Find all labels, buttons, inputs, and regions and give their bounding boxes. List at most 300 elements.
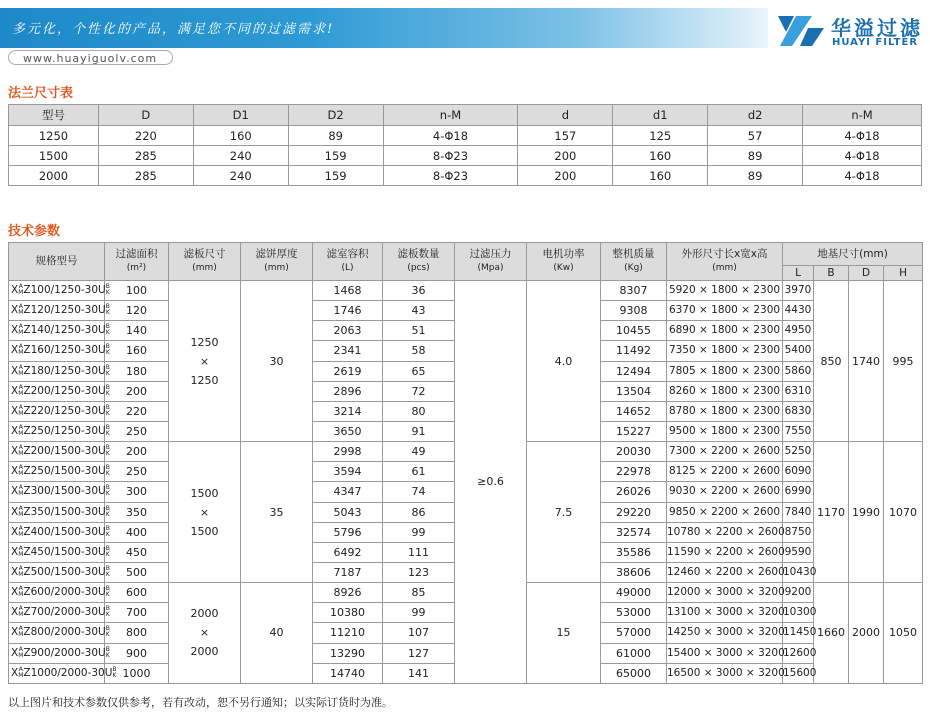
model-superscript: A M [18, 605, 24, 619]
dimensions-cell: 5920 × 1800 × 2300 [667, 281, 783, 301]
volume-cell: 2998 [313, 442, 383, 462]
volume-cell: 13290 [313, 643, 383, 663]
model-suffix: B K [105, 484, 110, 498]
tech-section-title: 技术参数 [8, 224, 61, 239]
model-code: Z180/1250-30U [23, 364, 106, 377]
plate-count-cell: 65 [383, 361, 455, 381]
flange-cell: 160 [193, 126, 288, 146]
model-suffix: B K [105, 524, 110, 538]
plate-count-cell: 127 [383, 643, 455, 663]
model-prefix: X [11, 364, 19, 377]
flange-cell: 1250 [9, 126, 99, 146]
volume-cell: 11210 [313, 623, 383, 643]
flange-cell: 8-Φ23 [383, 146, 518, 166]
mass-cell: 65000 [601, 663, 667, 683]
model-code: Z900/2000-30U [23, 646, 106, 659]
model-cell [9, 301, 110, 321]
plate-count-cell: 99 [383, 522, 455, 542]
dimensions-cell: 9850 × 2200 × 2600 [667, 502, 783, 522]
flange-cell: 4-Φ18 [383, 126, 518, 146]
volume-cell: 1468 [313, 281, 383, 301]
model-prefix: X [11, 525, 19, 538]
model-superscript: A M [18, 464, 24, 478]
model-suffix: B K [105, 444, 110, 458]
area-cell: 300 [105, 482, 169, 502]
model-prefix: X [11, 646, 19, 659]
flange-section-title: 法兰尺寸表 [8, 86, 74, 101]
dimensions-cell: 7300 × 2200 × 2600 [667, 442, 783, 462]
foundation-D-cell: 1740 [849, 281, 884, 442]
area-cell: 800 [105, 623, 169, 643]
foundation-L-cell: 6830 [783, 401, 814, 421]
model-cell [9, 562, 110, 582]
col-power: 电机功率 (Kw) [527, 243, 601, 281]
col-foundation-L: L [783, 266, 814, 281]
flange-cell: 57 [708, 126, 803, 146]
model-cell [9, 321, 110, 341]
flange-cell: 160 [613, 166, 708, 186]
model-superscript: A M [18, 504, 24, 518]
motor-power-cell: 4.0 [527, 281, 601, 442]
model-suffix: B K [105, 544, 110, 558]
model-prefix: X [11, 545, 19, 558]
flange-header-cell: d2 [708, 105, 803, 126]
model-superscript: A M [18, 585, 24, 599]
area-cell: 100 [105, 281, 169, 301]
foundation-L-cell: 5250 [783, 442, 814, 462]
model-prefix: X [11, 505, 19, 518]
model-code: Z800/2000-30U [23, 626, 106, 639]
model-suffix: B K [105, 424, 110, 438]
flange-cell: 157 [518, 126, 613, 146]
foundation-D-cell: 1990 [849, 442, 884, 583]
volume-cell: 10380 [313, 603, 383, 623]
model-code: Z220/1250-30U [23, 404, 106, 417]
flange-header-cell: d [518, 105, 613, 126]
model-suffix: B K [105, 383, 110, 397]
plate-count-cell: 58 [383, 341, 455, 361]
mass-cell: 12494 [601, 361, 667, 381]
model-suffix: B K [105, 464, 110, 478]
plate-size-cell: 1500 × 1500 [169, 442, 241, 583]
foundation-L-cell: 4430 [783, 301, 814, 321]
flange-header-cell: D1 [193, 105, 288, 126]
model-prefix: X [11, 384, 19, 397]
col-foundation-D: D [849, 266, 884, 281]
volume-cell: 7187 [313, 562, 383, 582]
col-foundation-H: H [884, 266, 923, 281]
col-dims: 外形尺寸长x宽x高 (mm) [667, 243, 783, 281]
model-code: Z700/2000-30U [23, 606, 106, 619]
dimensions-cell: 16500 × 3000 × 3200 [667, 663, 783, 683]
model-superscript: A M [18, 625, 24, 639]
flange-cell: 159 [288, 146, 383, 166]
model-code: Z1000/2000-30U [23, 666, 113, 679]
plate-count-cell: 123 [383, 562, 455, 582]
foundation-B-cell: 1170 [814, 442, 849, 583]
area-cell: 250 [105, 421, 169, 441]
flange-cell: 89 [288, 126, 383, 146]
flange-cell: 160 [613, 146, 708, 166]
volume-cell: 3594 [313, 462, 383, 482]
area-cell: 160 [105, 341, 169, 361]
flange-row [9, 146, 922, 166]
volume-cell: 1746 [313, 301, 383, 321]
model-code: Z120/1250-30U [23, 304, 106, 317]
model-superscript: A M [18, 283, 24, 297]
logo-english-name: HUAYI FILTER [832, 37, 919, 48]
flange-header-cell: D2 [288, 105, 383, 126]
dimensions-cell: 7350 × 1800 × 2300 [667, 341, 783, 361]
dimensions-cell: 8780 × 1800 × 2300 [667, 401, 783, 421]
model-prefix: X [11, 324, 19, 337]
model-superscript: A M [18, 343, 24, 357]
flange-cell: 4-Φ18 [803, 166, 922, 186]
area-cell: 250 [105, 462, 169, 482]
plate-size-cell: 1250 × 1250 [169, 281, 241, 442]
model-cell [9, 381, 110, 401]
flange-header-cell: 型号 [9, 105, 99, 126]
foundation-L-cell: 5400 [783, 341, 814, 361]
model-suffix: B K [105, 565, 110, 579]
cake-thickness-cell: 35 [241, 442, 313, 583]
flange-header-cell: d1 [613, 105, 708, 126]
model-code: Z450/1500-30U [23, 545, 106, 558]
foundation-L-cell: 7550 [783, 421, 814, 441]
model-code: Z200/1500-30U [23, 445, 106, 458]
plate-count-cell: 49 [383, 442, 455, 462]
model-prefix: X [11, 666, 19, 679]
model-suffix: B K [105, 504, 110, 518]
foundation-L-cell: 4950 [783, 321, 814, 341]
volume-cell: 5796 [313, 522, 383, 542]
foundation-L-cell: 10430 [783, 562, 814, 582]
model-cell [9, 281, 110, 301]
volume-cell: 8926 [313, 583, 383, 603]
tech-row [9, 281, 923, 301]
foundation-H-cell: 1050 [884, 583, 923, 684]
model-superscript: A M [18, 665, 24, 679]
dimensions-cell: 7805 × 1800 × 2300 [667, 361, 783, 381]
logo-mark-icon [774, 10, 828, 50]
model-code: Z300/1500-30U [23, 485, 106, 498]
plate-count-cell: 43 [383, 301, 455, 321]
model-superscript: A M [18, 544, 24, 558]
model-code: Z200/1250-30U [23, 384, 106, 397]
dimensions-cell: 15400 × 3000 × 3200 [667, 643, 783, 663]
mass-cell: 49000 [601, 583, 667, 603]
model-cell [9, 482, 110, 502]
dimensions-cell: 8260 × 1800 × 2300 [667, 381, 783, 401]
pressure-cell: ≥0.6 [455, 281, 527, 684]
col-count: 滤板数量 (pcs) [383, 243, 455, 281]
dimensions-cell: 12460 × 2200 × 2600 [667, 562, 783, 582]
flange-cell: 2000 [9, 166, 99, 186]
flange-cell: 240 [193, 146, 288, 166]
mass-cell: 8307 [601, 281, 667, 301]
model-superscript: A M [18, 323, 24, 337]
model-prefix: X [11, 485, 19, 498]
model-suffix: B K [105, 403, 110, 417]
mass-cell: 38606 [601, 562, 667, 582]
foundation-L-cell: 9200 [783, 583, 814, 603]
mass-cell: 29220 [601, 502, 667, 522]
dimensions-cell: 10780 × 2200 × 2600 [667, 522, 783, 542]
volume-cell: 2063 [313, 321, 383, 341]
model-superscript: A M [18, 403, 24, 417]
model-superscript: A M [18, 363, 24, 377]
plate-count-cell: 72 [383, 381, 455, 401]
model-suffix: B K [112, 665, 117, 679]
model-code: Z600/2000-30U [23, 586, 106, 599]
area-cell: 120 [105, 301, 169, 321]
flange-cell: 200 [518, 166, 613, 186]
mass-cell: 61000 [601, 643, 667, 663]
area-cell: 600 [105, 583, 169, 603]
flange-cell: 159 [288, 166, 383, 186]
dimensions-cell: 9030 × 2200 × 2600 [667, 482, 783, 502]
model-prefix: X [11, 626, 19, 639]
volume-cell: 2896 [313, 381, 383, 401]
foundation-L-cell: 11450 [783, 623, 814, 643]
model-cell [9, 583, 110, 603]
model-prefix: X [11, 404, 19, 417]
plate-size-cell: 2000 × 2000 [169, 583, 241, 684]
col-foundation-B: B [814, 266, 849, 281]
model-code: Z400/1500-30U [23, 525, 106, 538]
model-prefix: X [11, 566, 19, 579]
motor-power-cell: 15 [527, 583, 601, 684]
volume-cell: 3650 [313, 421, 383, 441]
dimensions-cell: 11590 × 2200 × 2600 [667, 542, 783, 562]
model-code: Z350/1500-30U [23, 505, 106, 518]
area-cell: 700 [105, 603, 169, 623]
model-code: Z140/1250-30U [23, 324, 106, 337]
plate-count-cell: 86 [383, 502, 455, 522]
col-foundation: 地基尺寸(mm) [783, 243, 923, 266]
model-prefix: X [11, 445, 19, 458]
flange-cell: 125 [613, 126, 708, 146]
plate-count-cell: 107 [383, 623, 455, 643]
col-model: 规格型号 [9, 243, 105, 281]
area-cell: 450 [105, 542, 169, 562]
model-cell [9, 341, 110, 361]
model-superscript: A M [18, 484, 24, 498]
volume-cell: 3214 [313, 401, 383, 421]
model-suffix: B K [105, 605, 110, 619]
website-url[interactable]: www.huayiguolv.com [8, 50, 173, 65]
foundation-D-cell: 2000 [849, 583, 884, 684]
col-plate: 滤板尺寸 (mm) [169, 243, 241, 281]
mass-cell: 26026 [601, 482, 667, 502]
mass-cell: 22978 [601, 462, 667, 482]
model-cell [9, 522, 110, 542]
model-prefix: X [11, 606, 19, 619]
cake-thickness-cell: 40 [241, 583, 313, 684]
model-cell [9, 401, 110, 421]
area-cell: 220 [105, 401, 169, 421]
cake-thickness-cell: 30 [241, 281, 313, 442]
model-code: Z500/1500-30U [23, 566, 106, 579]
motor-power-cell: 7.5 [527, 442, 601, 583]
flange-header-cell: n-M [383, 105, 518, 126]
model-prefix: X [11, 465, 19, 478]
col-mass: 整机质量 (Kg) [601, 243, 667, 281]
dimensions-cell: 13100 × 3000 × 3200 [667, 603, 783, 623]
plate-count-cell: 91 [383, 421, 455, 441]
model-code: Z160/1250-30U [23, 344, 106, 357]
model-suffix: B K [105, 343, 110, 357]
model-prefix: X [11, 425, 19, 438]
model-cell [9, 643, 110, 663]
flange-cell: 4-Φ18 [803, 126, 922, 146]
flange-cell: 285 [98, 146, 193, 166]
foundation-L-cell: 15600 [783, 663, 814, 683]
area-cell: 900 [105, 643, 169, 663]
flange-cell: 89 [708, 166, 803, 186]
plate-count-cell: 51 [383, 321, 455, 341]
area-cell: 140 [105, 321, 169, 341]
tech-spec-table [8, 242, 923, 684]
plate-count-cell: 80 [383, 401, 455, 421]
foundation-L-cell: 6990 [783, 482, 814, 502]
plate-count-cell: 61 [383, 462, 455, 482]
area-cell: 180 [105, 361, 169, 381]
flange-cell: 8-Φ23 [383, 166, 518, 186]
model-superscript: A M [18, 645, 24, 659]
model-superscript: A M [18, 524, 24, 538]
foundation-B-cell: 850 [814, 281, 849, 442]
foundation-L-cell: 3970 [783, 281, 814, 301]
col-volume: 滤室容积 (L) [313, 243, 383, 281]
area-cell: 200 [105, 442, 169, 462]
header-slogan: 多元化，个性化的产品，满足您不同的过滤需求! [12, 22, 335, 37]
volume-cell: 6492 [313, 542, 383, 562]
model-prefix: X [11, 586, 19, 599]
model-cell [9, 421, 110, 441]
volume-cell: 4347 [313, 482, 383, 502]
model-suffix: B K [105, 323, 110, 337]
col-cake: 滤饼厚度 (mm) [241, 243, 313, 281]
plate-count-cell: 141 [383, 663, 455, 683]
foundation-H-cell: 1070 [884, 442, 923, 583]
mass-cell: 20030 [601, 442, 667, 462]
model-superscript: A M [18, 303, 24, 317]
mass-cell: 57000 [601, 623, 667, 643]
model-cell [9, 663, 117, 683]
model-code: Z100/1250-30U [23, 284, 106, 297]
plate-count-cell: 99 [383, 603, 455, 623]
mass-cell: 15227 [601, 421, 667, 441]
flange-cell: 200 [518, 146, 613, 166]
foundation-L-cell: 6310 [783, 381, 814, 401]
mass-cell: 35586 [601, 542, 667, 562]
mass-cell: 13504 [601, 381, 667, 401]
foundation-B-cell: 1660 [814, 583, 849, 684]
model-cell [9, 502, 110, 522]
foundation-L-cell: 7840 [783, 502, 814, 522]
plate-count-cell: 85 [383, 583, 455, 603]
mass-cell: 53000 [601, 603, 667, 623]
area-cell: 1000 [105, 663, 169, 683]
model-cell [9, 542, 110, 562]
model-cell [9, 462, 110, 482]
flange-cell: 1500 [9, 146, 99, 166]
volume-cell: 2341 [313, 341, 383, 361]
model-suffix: B K [105, 363, 110, 377]
model-suffix: B K [105, 283, 110, 297]
model-code: Z250/1500-30U [23, 465, 106, 478]
model-superscript: A M [18, 444, 24, 458]
mass-cell: 9308 [601, 301, 667, 321]
plate-count-cell: 36 [383, 281, 455, 301]
mass-cell: 10455 [601, 321, 667, 341]
flange-header-cell: D [98, 105, 193, 126]
foundation-L-cell: 5860 [783, 361, 814, 381]
model-cell [9, 442, 110, 462]
volume-cell: 5043 [313, 502, 383, 522]
area-cell: 400 [105, 522, 169, 542]
volume-cell: 2619 [313, 361, 383, 381]
model-suffix: B K [105, 645, 110, 659]
dimensions-cell: 6370 × 1800 × 2300 [667, 301, 783, 321]
flange-header-cell: n-M [803, 105, 922, 126]
flange-header-row [9, 105, 922, 126]
model-suffix: B K [105, 585, 110, 599]
dimensions-cell: 9500 × 1800 × 2300 [667, 421, 783, 441]
model-superscript: A M [18, 424, 24, 438]
flange-row [9, 126, 922, 146]
model-prefix: X [11, 344, 19, 357]
flange-table [8, 104, 922, 186]
model-superscript: A M [18, 383, 24, 397]
flange-cell: 285 [98, 166, 193, 186]
col-pressure: 过滤压力 (Mpa) [455, 243, 527, 281]
plate-count-cell: 111 [383, 542, 455, 562]
plate-count-cell: 74 [383, 482, 455, 502]
col-area: 过滤面积 (m²) [105, 243, 169, 281]
foundation-L-cell: 6090 [783, 462, 814, 482]
mass-cell: 32574 [601, 522, 667, 542]
model-cell [9, 361, 110, 381]
area-cell: 200 [105, 381, 169, 401]
footer-disclaimer: 以上图片和技术参数仅供参考，若有改动，恕不另行通知；以实际订货时为准。 [8, 696, 393, 709]
area-cell: 500 [105, 562, 169, 582]
dimensions-cell: 6890 × 1800 × 2300 [667, 321, 783, 341]
mass-cell: 14652 [601, 401, 667, 421]
flange-cell: 220 [98, 126, 193, 146]
company-logo [774, 10, 930, 50]
dimensions-cell: 14250 × 3000 × 3200 [667, 623, 783, 643]
model-suffix: B K [105, 303, 110, 317]
dimensions-cell: 8125 × 2200 × 2600 [667, 462, 783, 482]
tech-header-row [9, 243, 923, 266]
model-suffix: B K [105, 625, 110, 639]
dimensions-cell: 12000 × 3000 × 3200 [667, 583, 783, 603]
flange-cell: 4-Φ18 [803, 146, 922, 166]
foundation-L-cell: 10300 [783, 603, 814, 623]
model-code: Z250/1250-30U [23, 425, 106, 438]
mass-cell: 11492 [601, 341, 667, 361]
model-superscript: A M [18, 565, 24, 579]
model-prefix: X [11, 304, 19, 317]
foundation-L-cell: 9590 [783, 542, 814, 562]
foundation-L-cell: 12600 [783, 643, 814, 663]
flange-cell: 240 [193, 166, 288, 186]
flange-cell: 89 [708, 146, 803, 166]
model-prefix: X [11, 284, 19, 297]
logo-chinese-name: 华溢过滤 [831, 16, 923, 40]
